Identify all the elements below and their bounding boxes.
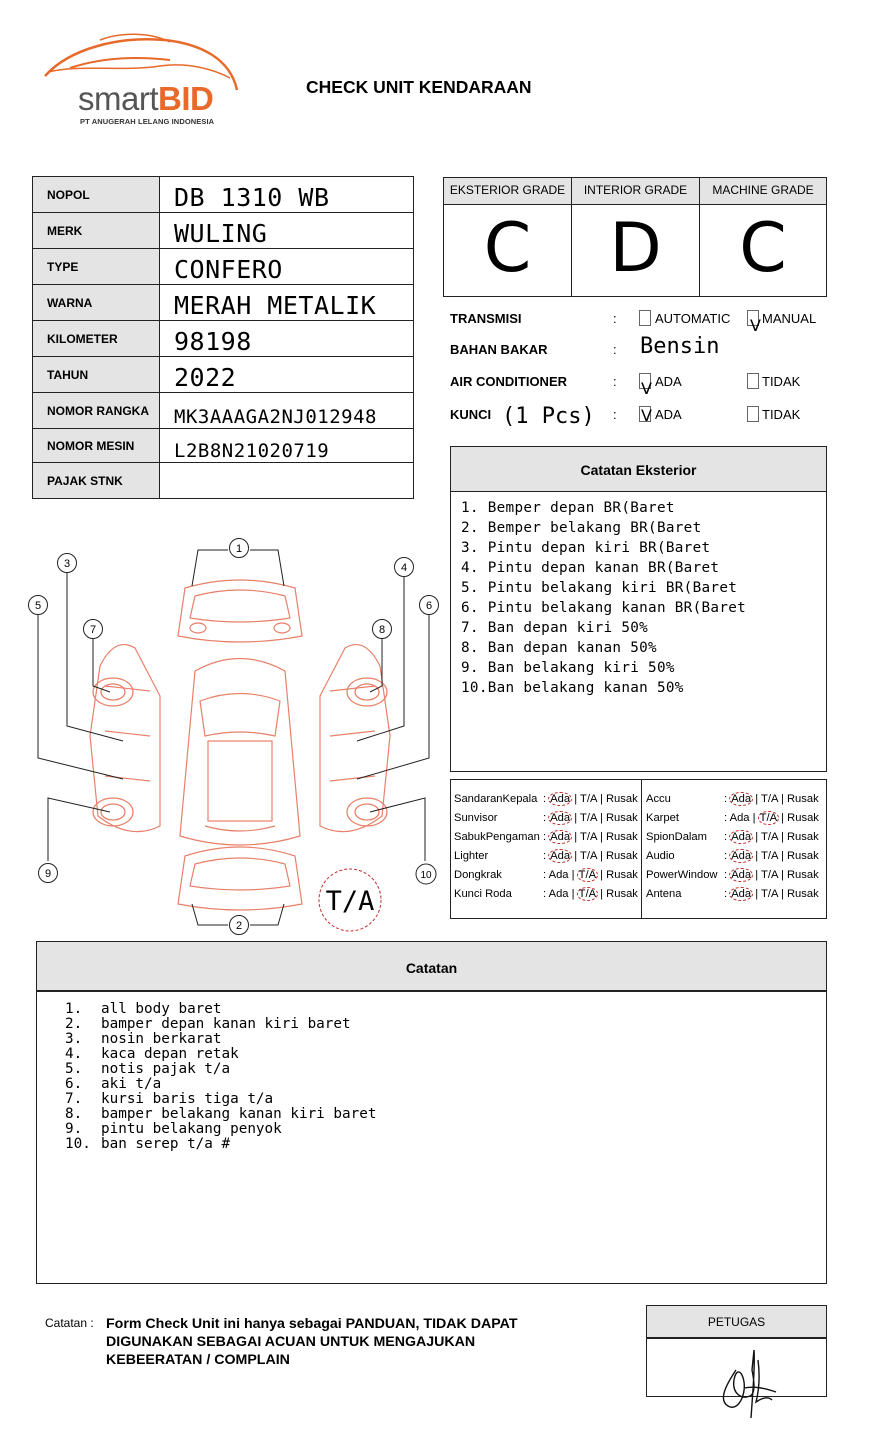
item-number: 5. [65, 1061, 83, 1077]
item-text: nosin berkarat [101, 1031, 222, 1047]
identity-label: NOMOR RANGKA [33, 393, 160, 429]
accessory-name: SabukPengaman [454, 831, 540, 843]
accessory-name: SandaranKepala [454, 793, 538, 805]
item-text: kaca depan retak [101, 1046, 239, 1062]
accessory-option[interactable]: Ada [550, 850, 571, 862]
list-item: 9. Ban belakang kiri 50% [461, 660, 675, 676]
item-number: 4. [65, 1046, 83, 1062]
nomor-rangka-value: MK3AAAGA2NJ012948 [160, 393, 414, 429]
colon: : [613, 407, 617, 422]
list-item: 6. Pintu belakang kanan BR(Baret [461, 600, 747, 616]
interior-grade [572, 178, 700, 296]
accessory-option[interactable]: T/A [759, 812, 778, 824]
list-item: 10.Ban belakang kanan 50% [461, 680, 684, 696]
accessory-option[interactable]: Rusak [605, 850, 638, 862]
kilometer-value: 98198 [160, 321, 414, 357]
accessory-options: : Ada | T/A | Rusak [543, 850, 638, 862]
ac-tidak-checkbox[interactable] [747, 373, 759, 389]
callout-label: 5 [34, 600, 42, 612]
item-number: 2. [65, 1016, 83, 1032]
item-number: 6. [65, 1076, 83, 1092]
brand-company: PT ANUGERAH LELANG INDONESIA [80, 117, 215, 126]
brand-name-right: BID [158, 80, 214, 117]
callout-3 [58, 554, 77, 573]
item-number: 1. [65, 1001, 83, 1017]
accessory-options: : Ada | T/A | Rusak [543, 812, 638, 824]
callout-label: 3 [63, 558, 71, 570]
accessory-option[interactable]: Ada [731, 850, 752, 862]
stamp-text: T/A [325, 886, 375, 917]
tidak-label: TIDAK [762, 407, 801, 422]
list-item [65, 1002, 826, 1017]
accessory-name: Accu [646, 793, 671, 805]
callout-label: 1 [235, 543, 243, 555]
accessory-option[interactable]: T/A [761, 888, 778, 900]
grade-value: D [609, 209, 662, 288]
accessory-options: : Ada | T/A | Rusak [543, 888, 638, 900]
check-mark-icon: V [641, 379, 652, 398]
list-item [65, 1137, 826, 1152]
list-item: 1. Bemper depan BR(Baret [461, 500, 675, 516]
identity-label: NOMOR MESIN [33, 429, 160, 463]
nopol-value: DB 1310 WB [160, 177, 414, 213]
merk-value: WULING [160, 213, 414, 249]
exterior-notes-list [451, 492, 826, 698]
automatic-label: AUTOMATIC [655, 311, 731, 326]
car-outline [90, 580, 390, 910]
exterior-grade [444, 178, 572, 296]
callout-label: 7 [89, 624, 97, 636]
automatic-checkbox[interactable] [639, 310, 651, 326]
identity-label: WARNA [33, 285, 160, 321]
accessory-option[interactable]: T/A [578, 869, 597, 881]
catatan-title: Catatan [37, 942, 826, 992]
callout-9 [39, 864, 58, 883]
accessory-option[interactable]: Rusak [605, 812, 638, 824]
accessory-name: Dongkrak [454, 869, 502, 881]
accessory-option[interactable]: Rusak [786, 793, 819, 805]
tahun-value: 2022 [160, 357, 414, 393]
exterior-notes-panel [450, 446, 827, 772]
accessory-option[interactable]: Rusak [606, 888, 638, 900]
check-mark-icon: V [641, 406, 652, 425]
callout-2 [230, 916, 249, 935]
accessory-name: Kunci Roda [454, 888, 512, 900]
accessory-name: Lighter [454, 850, 489, 862]
list-item [65, 1092, 826, 1107]
tire-rear-right-icon [347, 798, 387, 826]
accessory-option[interactable]: Rusak [605, 831, 638, 843]
accessory-name: Audio [646, 850, 675, 862]
brand-logo [40, 28, 240, 128]
accessory-option[interactable]: T/A [580, 793, 597, 805]
kunci-label: KUNCI [450, 407, 492, 422]
identity-table [32, 176, 414, 499]
accessory-name: PowerWindow [646, 869, 718, 881]
callout-8 [373, 620, 392, 639]
callout-4 [395, 558, 414, 577]
list-item [65, 1062, 826, 1077]
item-number: 8. [65, 1106, 83, 1122]
footer-disclaimer: Form Check Unit ini hanya sebagai PANDUAN, TIDAK DAPAT DIGUNAKAN SEBAGAI ACUAN UNTUK MENGAJUKAN KEBEERATAN / COMPLAIN [106, 1316, 518, 1368]
colon: : [613, 342, 617, 357]
accessory-option[interactable]: Ada [731, 831, 752, 843]
exterior-notes-title: Catatan Eksterior [451, 447, 826, 492]
accessory-option[interactable]: T/A [580, 812, 597, 824]
tire-front-left-icon [93, 678, 133, 706]
tire-rear-left-icon [93, 798, 133, 826]
accessory-option[interactable]: Rusak [787, 812, 819, 824]
footer-label: Catatan : [45, 1316, 94, 1330]
accessory-option[interactable]: Rusak [786, 850, 819, 862]
item-number: 9. [65, 1121, 83, 1137]
accessory-options: : Ada | T/A | Rusak [724, 869, 819, 881]
list-item: 8. Ban depan kanan 50% [461, 640, 657, 656]
item-number: 3. [65, 1031, 83, 1047]
transmisi-label: TRANSMISI [450, 311, 522, 326]
list-item [65, 1077, 826, 1092]
callout-label: 9 [44, 868, 52, 880]
identity-label: MERK [33, 213, 160, 249]
accessory-options: : Ada | T/A | Rusak [543, 869, 638, 881]
grade-value: C [483, 209, 532, 288]
ta-stamp [319, 869, 381, 931]
tidak-label: TIDAK [762, 374, 801, 389]
accessory-options: : Ada | T/A | Rusak [543, 831, 638, 843]
accessory-options: : Ada | T/A | Rusak [724, 888, 819, 900]
identity-label: NOPOL [33, 177, 160, 213]
item-text: kursi baris tiga t/a [101, 1091, 274, 1107]
catatan-panel [36, 941, 827, 1284]
callout-7 [84, 620, 103, 639]
callout-5 [29, 596, 48, 615]
list-item: 4. Pintu depan kanan BR(Baret [461, 560, 720, 576]
check-mark-icon: V [750, 316, 761, 335]
type-value: CONFERO [160, 249, 414, 285]
accessory-option[interactable]: Rusak [786, 888, 819, 900]
item-text: notis pajak t/a [101, 1061, 231, 1077]
identity-label: TAHUN [33, 357, 160, 393]
item-text: aki t/a [101, 1076, 162, 1092]
accessory-options: : Ada | T/A | Rusak [724, 831, 819, 843]
accessory-option[interactable]: T/A [761, 850, 778, 862]
callout-10 [416, 864, 436, 884]
accessory-option[interactable]: Rusak [605, 793, 638, 805]
colon: : [613, 374, 617, 389]
callout-label: 8 [378, 624, 386, 636]
bahan-bakar-label: BAHAN BAKAR [450, 342, 548, 357]
list-item [65, 1047, 826, 1062]
tire-front-right-icon [347, 678, 387, 706]
grade-table [443, 177, 827, 297]
page-title: CHECK UNIT KENDARAAN [306, 77, 532, 97]
item-text: bamper depan kanan kiri baret [101, 1016, 351, 1032]
identity-label: KILOMETER [33, 321, 160, 357]
item-text: bamper belakang kanan kiri baret [101, 1106, 377, 1122]
grade-value: C [739, 209, 787, 288]
machine-grade [700, 178, 826, 296]
item-number: 10. [65, 1136, 91, 1152]
accessory-option[interactable]: T/A [761, 793, 778, 805]
accessory-name: SpionDalam [646, 831, 707, 843]
item-text: pintu belakang penyok [101, 1121, 282, 1137]
list-item: 3. Pintu depan kiri BR(Baret [461, 540, 711, 556]
accessory-option[interactable]: Ada [550, 831, 571, 843]
ada-label: ADA [655, 374, 682, 389]
accessory-name: Sunvisor [454, 812, 498, 824]
petugas-title: PETUGAS [647, 1306, 826, 1339]
accessory-option[interactable]: Ada [731, 793, 752, 805]
ac-label: AIR CONDITIONER [450, 374, 567, 389]
brand-name-left: smart [78, 80, 158, 117]
accessory-option[interactable]: Rusak [606, 869, 638, 881]
identity-label: PAJAK STNK [33, 463, 160, 499]
callout-label: 6 [425, 600, 433, 612]
kunci-count: (1 Pcs) [502, 404, 595, 429]
callout-lines [38, 550, 429, 925]
list-item [65, 1017, 826, 1032]
accessory-option[interactable]: T/A [761, 869, 778, 881]
accessory-option[interactable]: Rusak [786, 869, 819, 881]
grade-label: INTERIOR GRADE [572, 178, 699, 205]
identity-label: TYPE [33, 249, 160, 285]
accessory-option[interactable]: Ada [550, 793, 571, 805]
accessory-options: : Ada | T/A | Rusak [724, 850, 819, 862]
accessory-options: : Ada | T/A | Rusak [724, 793, 819, 805]
accessory-option[interactable]: T/A [578, 888, 597, 900]
pajak-stnk-value [160, 463, 414, 499]
accessory-option[interactable]: Ada [550, 812, 571, 824]
manual-label: MANUAL [762, 311, 817, 326]
catatan-list [37, 992, 826, 1152]
item-text: all body baret [101, 1001, 222, 1017]
accessory-option[interactable]: Rusak [786, 831, 819, 843]
accessory-option[interactable]: T/A [580, 831, 597, 843]
tire-markers [93, 678, 387, 826]
item-text: ban serep t/a # [101, 1136, 231, 1152]
colon: : [613, 311, 617, 326]
accessory-option[interactable]: Ada [548, 888, 569, 900]
callout-label: 10 [420, 870, 432, 881]
list-item: 2. Bemper belakang BR(Baret [461, 520, 702, 536]
nomor-mesin-value: L2B8N21020719 [160, 429, 414, 463]
accessory-option[interactable]: Ada [729, 812, 750, 824]
accessory-option[interactable]: Ada [731, 869, 752, 881]
kunci-tidak-checkbox[interactable] [747, 406, 759, 422]
bahan-bakar-value: Bensin [640, 334, 720, 359]
accessory-option[interactable]: T/A [580, 850, 597, 862]
list-item [65, 1107, 826, 1122]
list-item: 5. Pintu belakang kiri BR(Baret [461, 580, 738, 596]
accessory-options: : Ada | T/A | Rusak [543, 793, 638, 805]
warna-value: MERAH METALIK [160, 285, 414, 321]
grade-label: MACHINE GRADE [700, 178, 826, 205]
list-item [65, 1032, 826, 1047]
divider [641, 780, 642, 918]
car-damage-diagram [20, 536, 440, 936]
item-number: 7. [65, 1091, 83, 1107]
signature-icon [706, 1340, 786, 1420]
accessory-name: Antena [646, 888, 682, 900]
callout-6 [420, 596, 439, 615]
ada-label: ADA [655, 407, 682, 422]
accessory-option[interactable]: Ada [731, 888, 752, 900]
callout-1 [230, 539, 249, 558]
callout-label: 2 [235, 920, 243, 932]
accessories-panel [450, 779, 827, 919]
list-item: 7. Ban depan kiri 50% [461, 620, 649, 636]
grade-label: EKSTERIOR GRADE [444, 178, 571, 205]
accessory-options: : Ada | T/A | Rusak [724, 812, 819, 824]
accessory-name: Karpet [646, 812, 679, 824]
list-item [65, 1122, 826, 1137]
accessory-option[interactable]: T/A [761, 831, 778, 843]
accessory-option[interactable]: Ada [548, 869, 569, 881]
callout-label: 4 [400, 562, 408, 574]
